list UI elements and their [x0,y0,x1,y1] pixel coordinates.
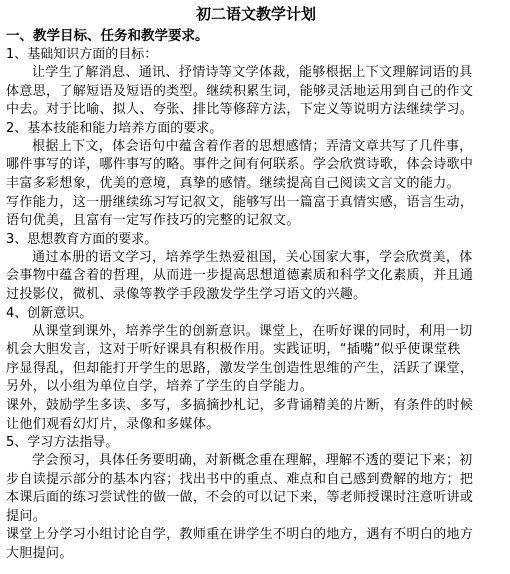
item-4-line-2: 机会大胆发言，这对于听好课具有积极作用。实践证明，“插嘴”似乎使课堂秩 [6,342,461,358]
item-1-title: 1、基础知识方面的目标： [6,47,158,62]
item-4-line-4: 另外，以小组为单位自学，培养了学生的自学能力。 [6,379,314,395]
item-1-line-2: 体意思，了解短语及短语的类型。继续积累生词，能够灵活地运用到自己的作文 [6,83,474,99]
item-5-line-1: 学会预习，具体任务要明确，对新概念重在理解，理解不透的要记下来；初 [32,453,473,469]
item-2-title: 2、基本技能和能力培养方面的要求。 [6,120,223,136]
item-4-line-5: 课外，鼓励学生多读、多写，多搞摘抄札记，多背诵精美的片断，有条件的时候 [6,397,474,413]
item-2-line-4: 写作能力，这一册继续练习写记叙文，能够写出一篇富于真情实感，语言生动， [6,194,474,210]
item-5-line-3: 本课后面的练习尝试性的做一做，不会的可以记下来，等老师授课时注意听讲或 [6,490,474,506]
item-4-line-3: 序显得乱，但却能打开学生的思路，激发学生创造性思维的产生，活跃了课堂， [6,360,474,376]
item-2-line-3: 丰富多彩想象，优美的意境，真挚的感情。继续提高自己阅读文言文的能力。 [6,175,460,191]
item-2-line-5: 语句优美，且富有一定写作技巧的完整的记叙文。 [6,213,300,229]
document-title: 初二语文教学计划 [195,5,316,23]
item-4-line-1: 从课堂到课外，培养学生的创新意识。课堂上，在听好课的同时，利用一切 [32,323,473,339]
item-4-line-6: 让他们观看幻灯片，录像和多媒体。 [6,416,220,432]
section-heading: 一、教学目标、任务和教学要求。 [6,28,209,44]
item-5-line-2: 步自读提示部分的基本内容；找出书中的重点、难点和自己感到费解的地方；把 [6,471,474,487]
item-5-line-5: 课堂上分学习小组讨论自学，教师重在讲学生不明白的地方，遇有不明白的地方 [6,527,474,543]
item-5-line-4: 提问。 [6,508,47,524]
item-3-line-3: 过投影仪，微机、录像等教学手段激发学生学习语文的兴趣。 [6,286,367,302]
item-5-line-6: 大胆提问。 [6,546,73,562]
item-2-line-2: 哪件事写的详，哪件事写的略。事件之间有何联系。学会欣赏诗歌，体会诗歌中 [6,157,474,173]
item-3-line-2: 会事物中蕴含着的哲理，从而进一步提高思想道德素质和科学文化素质，并且通 [6,268,474,284]
item-2-line-1: 根据上下文，体会语句中蕴含着作者的思想感情；弄清文章共写了几件事， [32,138,473,154]
item-1-line-1: 让学生了解消息、通讯、抒情诗等文学体裁，能够根据上下文理解词语的具 [32,65,473,80]
item-1-line-3: 中去。对于比喻、拟人、夸张、排比等修辞方法，下定义等说明方法继续学习。 [6,102,474,118]
item-3-title: 3、思想教育方面的要求。 [6,231,158,247]
item-3-line-1: 通过本册的语文学习，培养学生热爱祖国，关心国家大事，学会欣赏美，体 [32,249,473,265]
item-4-title: 4、创新意识。 [6,305,93,321]
item-5-title: 5、学习方法指导。 [6,435,119,451]
